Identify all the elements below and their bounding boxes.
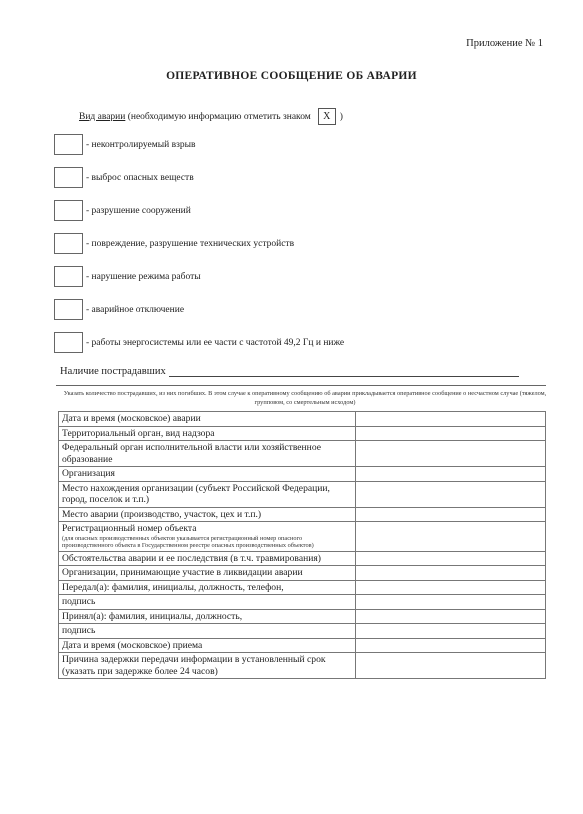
table-row xyxy=(59,467,546,482)
row-label: Регистрационный номер объекта xyxy=(62,523,197,534)
row-label-cell xyxy=(59,638,356,653)
option-hazard-release[interactable] xyxy=(54,167,194,188)
row-label: Обстоятельства аварии и ее последствия (в т.ч. травмирования) xyxy=(62,552,321,564)
row-value-cell[interactable] xyxy=(356,426,546,441)
option-label: - повреждение, разрушение технических устройств xyxy=(86,238,295,249)
row-label-cell xyxy=(59,522,356,552)
option-checkbox[interactable] xyxy=(54,167,83,188)
row-label: Территориальный орган, вид надзора xyxy=(62,427,215,439)
row-value-cell[interactable] xyxy=(356,467,546,482)
victims-label: Наличие пострадавших xyxy=(60,366,166,377)
table-row xyxy=(59,580,546,595)
row-value-cell[interactable] xyxy=(356,609,546,624)
row-label-cell xyxy=(59,467,356,482)
victims-input-line[interactable] xyxy=(169,364,519,377)
option-explosion[interactable] xyxy=(54,134,195,155)
row-label-cell xyxy=(59,609,356,624)
table-row xyxy=(59,566,546,581)
row-label: Причина задержки передачи информации в установленный срок (указать при задержке более 24 часов) xyxy=(62,654,326,677)
option-checkbox[interactable] xyxy=(54,233,83,254)
row-label-cell xyxy=(59,507,356,522)
row-label-cell xyxy=(59,551,356,566)
row-label: Федеральный орган исполнительной власти или хозяйственное образование xyxy=(62,442,321,465)
row-value-cell[interactable] xyxy=(356,412,546,427)
table-row xyxy=(59,595,546,610)
accident-kind-instruction: (необходимую информацию отметить знаком xyxy=(127,111,311,122)
table-row xyxy=(59,638,546,653)
accident-kind-label: Вид аварии xyxy=(79,111,126,122)
row-value-cell[interactable] xyxy=(356,551,546,566)
row-value-cell[interactable] xyxy=(356,580,546,595)
row-label: Организации, принимающие участие в ликвидации аварии xyxy=(62,567,303,578)
table-row xyxy=(59,441,546,467)
option-mode-violation[interactable] xyxy=(54,266,201,287)
row-label: Принял(а): фамилия, инициалы, должность, xyxy=(62,610,243,622)
page-title: ОПЕРАТИВНОЕ СООБЩЕНИЕ ОБ АВАРИИ xyxy=(166,70,417,82)
row-label: подпись xyxy=(62,596,96,607)
option-label: - работы энергосистемы или ее части с частотой 49,2 Гц и ниже xyxy=(86,337,345,348)
table-row xyxy=(59,481,546,507)
row-value-cell[interactable] xyxy=(356,595,546,610)
table-row xyxy=(59,624,546,639)
row-label: Дата и время (московское) приема xyxy=(62,639,203,651)
table-row xyxy=(59,426,546,441)
option-emergency-shutdown[interactable] xyxy=(54,299,184,320)
row-label-cell xyxy=(59,624,356,639)
row-label: Дата и время (московское) аварии xyxy=(62,413,201,424)
row-label-cell xyxy=(59,653,356,679)
victims-line xyxy=(60,364,519,377)
table-row xyxy=(59,412,546,427)
option-label: - выброс опасных веществ xyxy=(86,172,194,183)
accident-kind-line xyxy=(79,108,343,125)
divider xyxy=(56,385,546,386)
option-checkbox[interactable] xyxy=(54,134,83,155)
row-value-cell[interactable] xyxy=(356,441,546,467)
row-value-cell[interactable] xyxy=(356,507,546,522)
mark-sample-box: Х xyxy=(318,108,336,125)
row-value-cell[interactable] xyxy=(356,624,546,639)
table-row xyxy=(59,609,546,624)
option-label: - разрушение сооружений xyxy=(86,205,191,216)
row-label: Место аварии (производство, участок, цех и т.п.) xyxy=(62,508,262,520)
instruction-close: ) xyxy=(339,111,343,122)
table-row xyxy=(59,551,546,566)
row-label: Место нахождения организации (субъект Российской Федерации, город, поселок и т.п.) xyxy=(62,482,330,505)
option-checkbox[interactable] xyxy=(54,200,83,221)
row-value-cell[interactable] xyxy=(356,522,546,552)
option-device-damage[interactable] xyxy=(54,233,294,254)
row-label: подпись xyxy=(62,625,96,636)
row-label: Организация xyxy=(62,468,115,479)
row-label-cell xyxy=(59,412,356,427)
row-label-cell xyxy=(59,481,356,507)
option-checkbox[interactable] xyxy=(54,299,83,320)
table-row xyxy=(59,507,546,522)
row-label-cell xyxy=(59,580,356,595)
report-table xyxy=(58,411,546,679)
row-label-cell xyxy=(59,426,356,441)
table-row xyxy=(59,653,546,679)
option-label: - нарушение режима работы xyxy=(86,271,201,282)
row-value-cell[interactable] xyxy=(356,653,546,679)
option-label: - аварийное отключение xyxy=(86,304,185,315)
row-value-cell[interactable] xyxy=(356,481,546,507)
table-row xyxy=(59,522,546,552)
row-label: Передал(а): фамилия, инициалы, должность, телефон, xyxy=(62,581,284,593)
row-label-cell xyxy=(59,441,356,467)
option-label: - неконтролируемый взрыв xyxy=(86,139,196,150)
row-value-cell[interactable] xyxy=(356,638,546,653)
option-checkbox[interactable] xyxy=(54,266,83,287)
option-structure-destruction[interactable] xyxy=(54,200,191,221)
row-value-cell[interactable] xyxy=(356,566,546,581)
row-label-cell xyxy=(59,595,356,610)
victims-note: Указать количество пострадавших, из них погибших. В этом случае к оперативному сообщению об аварии прикладывается оперативное сообщение о несчастном случае (тяжелом, групповом, со смертельным исходом) xyxy=(63,390,547,406)
appendix-label: Приложение № 1 xyxy=(466,38,543,49)
row-sublabel: (для опасных производственных объектов указывается регистрационный номер опасного производственного объекта в Государственном реестре опасных производственных объектов) xyxy=(62,534,314,549)
option-grid-frequency[interactable] xyxy=(54,332,344,353)
option-checkbox[interactable] xyxy=(54,332,83,353)
row-label-cell xyxy=(59,566,356,581)
